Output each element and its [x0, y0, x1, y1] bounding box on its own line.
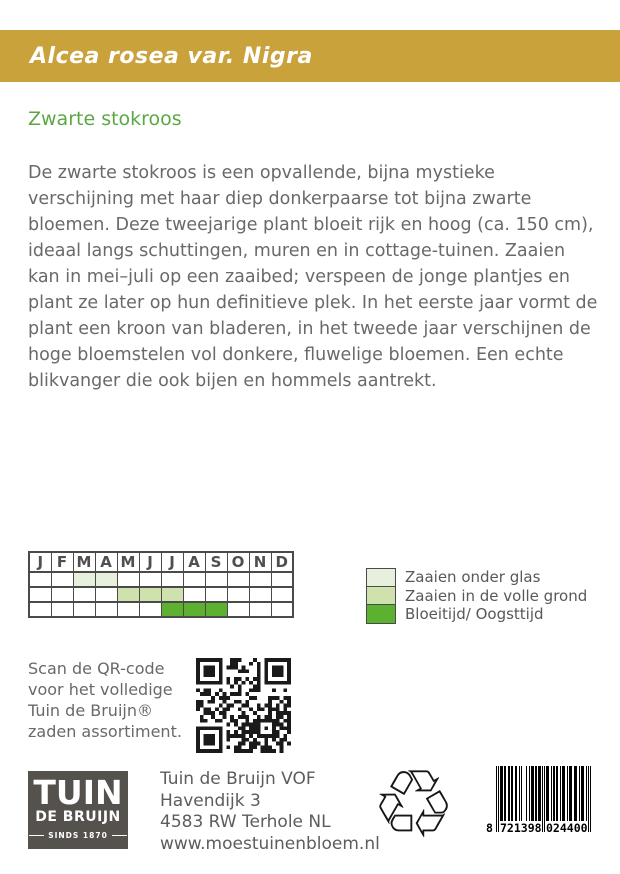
calendar-cell: [117, 587, 139, 602]
calendar-cell: [227, 572, 249, 587]
calendar-cell: [183, 572, 205, 587]
calendar-cell: [95, 602, 117, 617]
calendar-cell: [205, 587, 227, 602]
calendar-cell: [51, 602, 73, 617]
calendar-cell: [205, 602, 227, 617]
calendar-cell: [227, 602, 249, 617]
calendar-month-header: J: [161, 552, 183, 572]
calendar-month-header: D: [271, 552, 293, 572]
logo-rule-left: [29, 835, 44, 837]
calendar-cell: [271, 572, 293, 587]
calendar-cell: [95, 572, 117, 587]
plant-common-name: Zwarte stokroos: [28, 108, 182, 130]
logo-sinds-text: SINDS 1870: [48, 831, 108, 840]
qr-instruction-text: [28, 658, 182, 742]
sowing-calendar: [28, 551, 294, 618]
legend-swatch-onder-glas: [366, 568, 396, 587]
calendar-month-header: S: [205, 552, 227, 572]
qr-code: [196, 658, 291, 753]
calendar-cell: [249, 572, 271, 587]
address-line: Tuin de Bruijn VOF: [160, 769, 316, 789]
calendar-cell: [183, 602, 205, 617]
calendar-row-bloeitijd-oogsttijd: [29, 602, 293, 617]
legend-swatch-bloeitijd: [366, 605, 396, 624]
calendar-cell: [161, 572, 183, 587]
header-bar: [0, 30, 620, 82]
latin-plant-name: Alcea rosea var. Nigra: [30, 43, 313, 69]
calendar-cell: [139, 572, 161, 587]
calendar-cell: [271, 602, 293, 617]
calendar-cell: [29, 587, 51, 602]
legend-swatch-volle-grond: [366, 587, 396, 606]
legend-item: [366, 568, 587, 587]
calendar-month-header: N: [249, 552, 271, 572]
address-line: Havendijk 3: [160, 790, 261, 811]
logo-word-de-bruijn: DE BRUIJN: [35, 809, 121, 825]
calendar-cell: [73, 587, 95, 602]
calendar-cell: [249, 602, 271, 617]
calendar-month-header: M: [73, 552, 95, 572]
barcode-digit-group: 721398: [500, 821, 542, 835]
calendar-cell: [161, 587, 183, 602]
address-line website-url: www.moestuinenbloem.nl: [160, 833, 380, 854]
calendar-row-zaaien-onder-glas: [29, 572, 293, 587]
calendar-row-zaaien-volle-grond: [29, 587, 293, 602]
calendar-month-header: O: [227, 552, 249, 572]
calendar-cell: [51, 572, 73, 587]
legend-item: [366, 587, 587, 606]
calendar-cell: [161, 602, 183, 617]
calendar-cell: [51, 587, 73, 602]
brand-logo: [28, 771, 128, 849]
calendar-cell: [73, 572, 95, 587]
calendar-legend: [366, 568, 587, 624]
calendar-cell: [249, 587, 271, 602]
calendar-cell: [205, 572, 227, 587]
calendar-cell: [29, 572, 51, 587]
legend-label: Zaaien in de volle grond: [405, 586, 588, 605]
barcode-digit-group: 8: [486, 821, 493, 835]
plant-description: De zwarte stokroos is een opvallende, bijna mystieke verschijning met haar diep donkerpaarse tot bijna zwarte bloemen. Deze tweejarige plant bloeit rijk en hoog (ca. 150 cm), ideaal langs schuttingen, muren en in cottage-tuinen. Zaaien kan in mei–juli op een zaaibed; verspeen de jonge plantjes en plant ze later op hun definitieve plek. In het eerste jaar vormt de plant een kroon van bladeren, in het tweede jaar verschijnen de hoge bloemstelen vol donkere, fluwelige bloemen. Een echte blikvanger die ook bijen en hommels aantrekt.: [28, 163, 598, 391]
calendar-month-header: J: [139, 552, 161, 572]
address-line: 4583 RW Terhole NL: [160, 812, 331, 832]
calendar-month-header: A: [95, 552, 117, 572]
calendar-cell: [95, 587, 117, 602]
logo-sinds-row: [28, 831, 128, 840]
calendar-month-header: F: [51, 552, 73, 572]
calendar-cell: [183, 587, 205, 602]
ean13-barcode: [486, 766, 591, 846]
calendar-cell: [117, 572, 139, 587]
logo-rule-right: [112, 835, 127, 837]
qr-text-line: Tuin de Bruijn®: [28, 701, 153, 720]
logo-word-tuin: TUIN: [33, 773, 123, 812]
legend-label: Bloeitijd/ Oogsttijd: [405, 605, 544, 624]
calendar-month-header: M: [117, 552, 139, 572]
calendar-cell: [139, 602, 161, 617]
recycling-icon: ♲: [371, 751, 456, 860]
qr-text-line: Scan de QR-code: [28, 659, 165, 678]
calendar-month-header: J: [29, 552, 51, 572]
calendar-cell: [117, 602, 139, 617]
barcode-number: [485, 821, 595, 837]
calendar-cell: [227, 587, 249, 602]
calendar-cell: [271, 587, 293, 602]
barcode-digit-group: 024400: [546, 821, 588, 835]
calendar-cell: [139, 587, 161, 602]
qr-text-line: voor het volledige: [28, 680, 173, 699]
company-address: [160, 769, 380, 855]
qr-text-line: zaden assortiment.: [28, 722, 182, 741]
legend-label: Zaaien onder glas: [405, 568, 541, 587]
calendar-cell: [29, 602, 51, 617]
calendar-cell: [73, 602, 95, 617]
legend-item: [366, 605, 587, 624]
calendar-month-header: A: [183, 552, 205, 572]
